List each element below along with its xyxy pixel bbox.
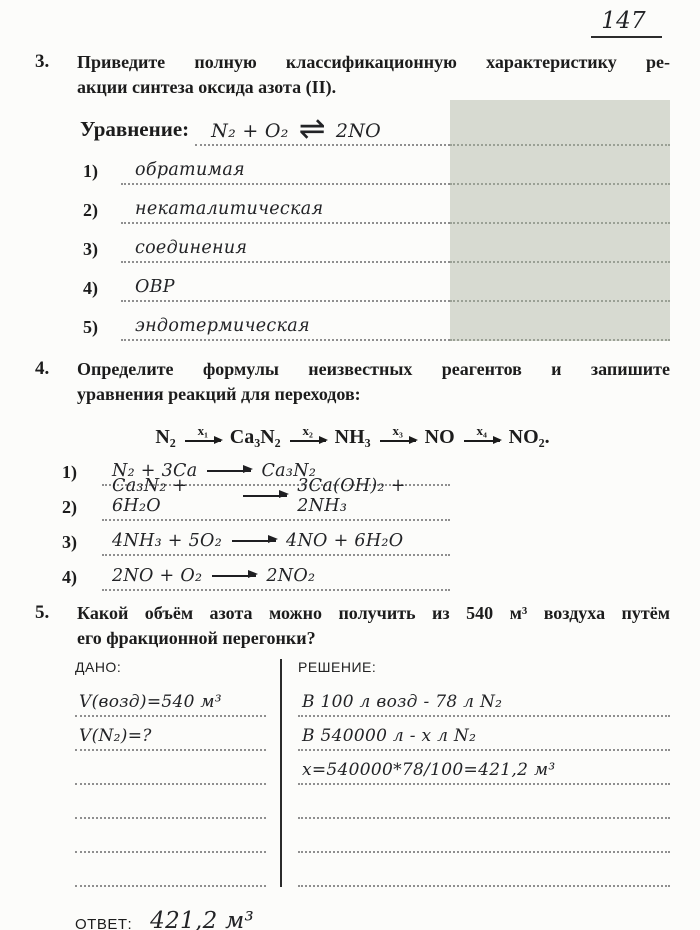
arrow-label: x₁ [197, 423, 208, 438]
given-solution-table [75, 659, 670, 887]
equation-rhs: 2NO₂ [266, 566, 316, 586]
answer-label: ОТВЕТ: [75, 916, 133, 930]
answer-line [75, 819, 266, 853]
right-arrow-icon [243, 495, 287, 498]
arrow-label: x₂ [302, 423, 313, 438]
equation-rhs: 2NO [335, 120, 382, 142]
right-arrow-icon [212, 575, 256, 578]
equation-lhs: 4NH₃ + 5O₂ [112, 531, 223, 551]
answer-line [298, 717, 670, 751]
task-3 [35, 50, 670, 341]
shaded-area [450, 185, 670, 224]
task-4-head [35, 357, 670, 407]
task-5-head [35, 601, 670, 651]
chain-arrow [380, 424, 416, 442]
handwritten-answer: некаталитическая [135, 199, 324, 219]
equation-row [80, 100, 670, 146]
arrow-label: x₄ [476, 423, 487, 438]
solution-step: В 100 л возд - 78 л N₂ [302, 692, 503, 712]
task3-item [35, 185, 670, 224]
right-arrow-icon [207, 470, 251, 473]
given-value: V(N₂)=? [79, 726, 152, 746]
answer-line [298, 785, 670, 819]
task-number: 3. [35, 51, 50, 72]
given-label: ДАНО: [75, 659, 122, 675]
equation-rhs: 3Ca(OH)₂ + 2NH₃ [297, 476, 406, 516]
solution-step: В 540000 л - х л N₂ [302, 726, 477, 746]
answer-line [102, 566, 450, 591]
item-number: 3) [83, 239, 98, 259]
reaction-chain [35, 407, 670, 451]
task-text [77, 50, 670, 100]
answer-line [195, 109, 450, 147]
chain-node: NO [424, 426, 455, 448]
answer-line [75, 785, 266, 819]
chain-node: N₂ [155, 426, 176, 448]
task-text [77, 357, 670, 407]
chain-arrow [464, 424, 500, 442]
right-arrow-icon [232, 540, 276, 543]
task3-item [35, 263, 670, 302]
item-number: 4) [83, 278, 98, 298]
item-number: 4) [62, 567, 77, 587]
answer-line [102, 531, 450, 556]
task-4 [35, 357, 670, 591]
handwritten-answer: обратимая [135, 160, 245, 180]
equation-lhs: Ca₃N₂ + 6H₂O [112, 476, 188, 516]
task-text-line: уравнения реакций для переходов: [77, 384, 361, 404]
task3-item [35, 224, 670, 263]
handwritten-answer: эндотермическая [135, 316, 310, 336]
task-text-line: Какой объём азота можно получить из 540 м³ воздуха путём [77, 603, 670, 623]
answer-line [75, 683, 266, 717]
answer-line [298, 819, 670, 853]
shaded-area [450, 146, 670, 185]
chain-arrow [290, 424, 326, 442]
answer-line [121, 159, 450, 185]
task3-item [35, 146, 670, 185]
handwritten-answer: ОВР [135, 277, 175, 297]
right-arrow-icon [290, 440, 326, 442]
task4-item [62, 476, 670, 521]
answer-line [121, 276, 450, 302]
given-column [75, 659, 280, 887]
task-text [77, 601, 670, 651]
shaded-area [450, 302, 670, 341]
arrow-label: x₃ [392, 423, 403, 438]
equation-lhs: 2NO + O₂ [112, 566, 203, 586]
answer-line [298, 751, 670, 785]
item-number: 2) [83, 200, 98, 220]
answer-line [75, 853, 266, 887]
right-arrow-icon [185, 440, 221, 442]
final-answer-row [75, 899, 670, 930]
right-arrow-icon [464, 440, 500, 442]
task-3-head [35, 50, 670, 100]
final-answer: 421,2 м³ [142, 908, 280, 930]
chain-node: NO₂. [508, 426, 550, 448]
handwritten-answer: соединения [135, 238, 248, 258]
answer-line [121, 237, 450, 263]
equation-rhs: 4NO + 6H₂O [286, 531, 404, 551]
solution-column [280, 659, 670, 887]
task4-item [62, 521, 670, 556]
given-value: V(возд)=540 м³ [79, 692, 222, 712]
task-number: 4. [35, 358, 50, 379]
chain-node: Ca₃N₂ [229, 426, 281, 448]
chain-node: NH₃ [334, 426, 371, 448]
task3-item [35, 302, 670, 341]
equation-lhs: N₂ + O₂ [211, 120, 289, 142]
page-number: 147 [591, 8, 662, 38]
shaded-area [450, 224, 670, 263]
equilibrium-arrow-icon: ⇌ [298, 109, 326, 147]
shaded-area [450, 263, 670, 302]
chain-arrow [185, 424, 221, 442]
page-number-area [35, 8, 670, 50]
answer-line [121, 315, 450, 341]
answer-line [75, 717, 266, 751]
solution-label: РЕШЕНИЕ: [298, 659, 377, 675]
task4-item [62, 556, 670, 591]
item-number: 3) [62, 532, 77, 552]
item-number: 1) [83, 161, 98, 181]
answer-line [121, 198, 450, 224]
task-text-line: Приведите полную классификационную характеристику ре- [77, 52, 670, 72]
task-5 [35, 601, 670, 930]
task-number: 5. [35, 602, 50, 623]
equation-rhs: Ca₃N₂ [261, 461, 317, 481]
task-text-line: акции синтеза оксида азота (II). [77, 77, 337, 97]
answer-line [102, 476, 450, 521]
answer-line [298, 683, 670, 717]
item-number: 5) [83, 317, 98, 337]
task-text-line: Определите формулы неизвестных реагентов и запишите [77, 359, 670, 379]
answer-line [75, 751, 266, 785]
item-number: 1) [62, 462, 77, 482]
handwritten-equation [211, 109, 382, 147]
item-number: 2) [62, 497, 77, 517]
equation-label: Уравнение: [80, 117, 190, 141]
solution-step: x=540000*78/100=421,2 м³ [302, 760, 556, 780]
answer-line [298, 853, 670, 887]
task-text-line: его фракционной перегонки? [77, 628, 316, 648]
shaded-area [450, 100, 670, 146]
equation-lhs: N₂ + 3Ca [112, 461, 198, 481]
right-arrow-icon [380, 440, 416, 442]
